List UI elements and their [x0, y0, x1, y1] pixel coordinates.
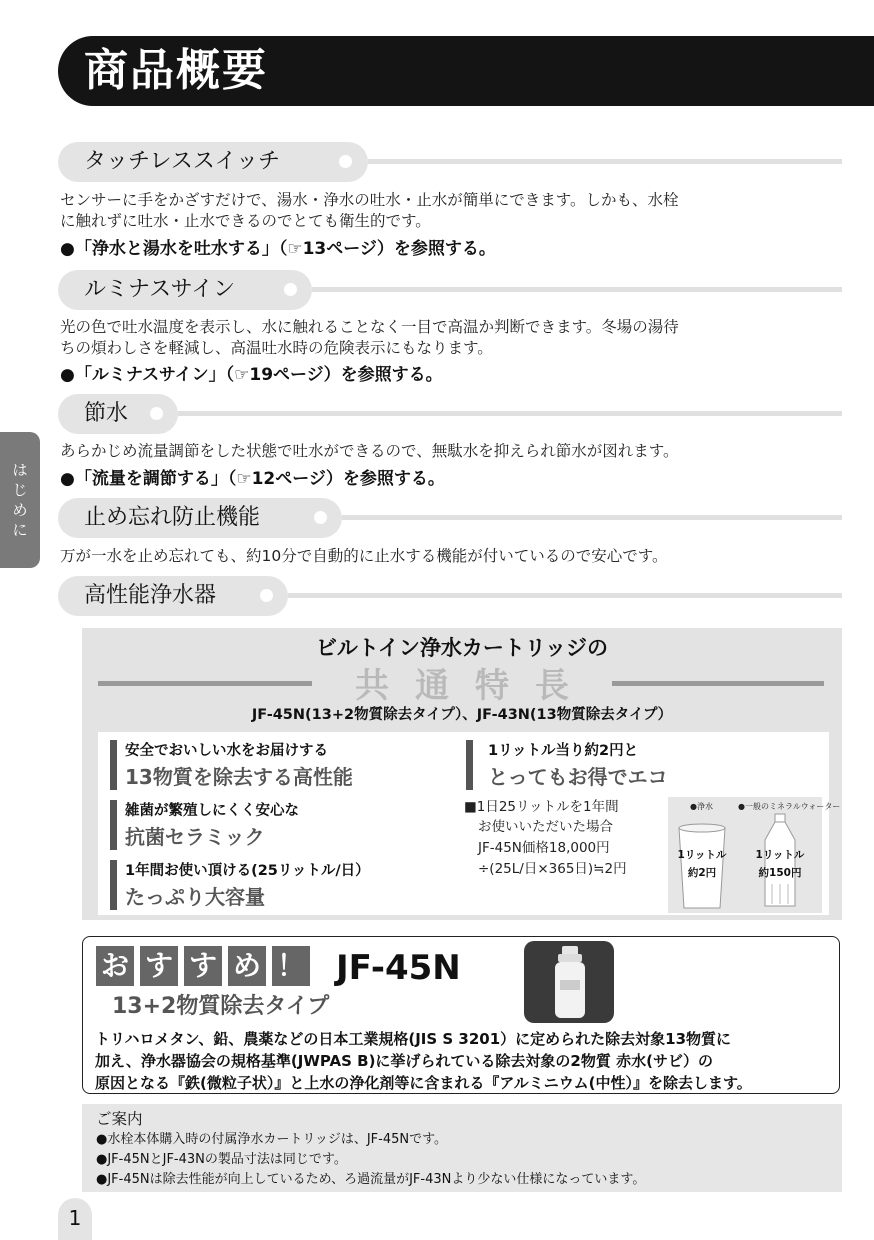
- heading-dot-icon: [284, 283, 297, 296]
- feature-small: 雑菌が繁殖しにくく安心な: [125, 803, 299, 819]
- recommend-char: す: [140, 946, 178, 986]
- section-body-line: あらかじめ流量調節をした状態で吐水ができるので、無駄水を抑えられ節水が図れます。: [60, 442, 679, 460]
- features-models: JF-45N(13+2物質除去タイプ）、JF-43N(13物質除去タイプ）: [251, 707, 673, 723]
- feature-small: 1年間お使い頂ける(25リットル/日）: [125, 863, 370, 879]
- section-body-line: センサーに手をかざすだけで、湯水・浄水の吐水・止水が簡単にできます。しかも、水栓: [60, 191, 679, 209]
- recommend-body-line: 加え、浄水器協会の規格基準(JWPAS B)に挙げられている除去対象の2物質 赤水(サビ）の: [95, 1052, 713, 1070]
- section-heading-label: 高性能浄水器: [84, 583, 217, 608]
- heading-dot-icon: [260, 589, 273, 602]
- feature-marker: [110, 860, 117, 910]
- compare-volume: 1リットル: [677, 849, 727, 861]
- recommend-char: め: [228, 946, 266, 986]
- heading-rule: [178, 411, 842, 416]
- feature-small: 1リットル当り約2円と: [488, 743, 639, 759]
- section-body-line: に触れずに吐水・止水できるのでとても衛生的です。: [60, 212, 431, 230]
- side-tab-label: は じ め に: [12, 461, 28, 539]
- heading-dot-icon: [150, 407, 163, 420]
- recommend-char: お: [96, 946, 134, 986]
- recommend-model: JF-45N: [336, 948, 461, 988]
- features-title: ビルトイン浄水カートリッジの: [315, 636, 609, 660]
- heading-dot-icon: [339, 155, 352, 168]
- recommend-char: す: [184, 946, 222, 986]
- recommend-char: ！: [272, 946, 310, 986]
- section-heading-label: 止め忘れ防止機能: [84, 505, 261, 530]
- notice-item: ●JF-45Nは除去性能が向上しているため、ろ過流量がJF-43Nより少ない仕様になっています。: [96, 1172, 646, 1187]
- cost-line: ÷(25L/日×365日)≒2円: [478, 861, 627, 877]
- page-reference-link[interactable]: ●「流量を調節する」（☞12ページ）を参照する。: [60, 469, 445, 489]
- recommend-body-line: 原因となる『鉄(微粒子状）』と上水の浄化剤等に含まれる『アルミニウム(中性）』を除去します。: [95, 1074, 752, 1092]
- feature-small: 安全でおいしい水をお届けする: [125, 743, 328, 759]
- notice-item: ●水栓本体購入時の付属浄水カートリッジは、JF-45Nです。: [96, 1132, 448, 1147]
- section-heading-label: タッチレススイッチ: [84, 149, 281, 174]
- heading-rule: [342, 515, 842, 520]
- feature-marker: [110, 740, 117, 790]
- section-body-line: 万が一水を止め忘れても、約10分で自動的に止水する機能が付いているので安心です。: [60, 547, 668, 565]
- heading-rule: [288, 593, 842, 598]
- notice-title: ご案内: [96, 1110, 143, 1128]
- cartridge-icon: [550, 944, 590, 1022]
- features-heading: 共通特長: [355, 666, 595, 706]
- section-body-line: ちの煩わしさを軽減し、高温吐水時の危険表示にもなります。: [60, 339, 493, 357]
- compare-price: 約150円: [758, 867, 802, 879]
- section-heading-label: ルミナスサイン: [84, 277, 236, 302]
- notice-item: ●JF-45NとJF-43Nの製品寸法は同じです。: [96, 1152, 347, 1167]
- cost-line: お使いいただいた場合: [478, 819, 613, 835]
- page-reference-link[interactable]: ●「浄水と湯水を吐水する」（☞13ページ）を参照する。: [60, 239, 496, 259]
- feature-large: とってもお得でエコ: [488, 765, 668, 789]
- feature-large: たっぷり大容量: [125, 885, 265, 909]
- heading-dot-icon: [314, 511, 327, 524]
- page-title: 商品概要: [84, 45, 268, 96]
- section-heading-label: 節水: [84, 401, 129, 426]
- feature-marker: [110, 800, 117, 850]
- recommend-subtitle: 13+2物質除去タイプ: [112, 994, 330, 1019]
- cost-line: JF-45N価格18,000円: [478, 840, 610, 856]
- compare-label-mineral: ●一般のミネラルウォーター: [738, 802, 841, 811]
- heading-rule: [368, 159, 842, 164]
- compare-volume: 1リットル: [755, 849, 805, 861]
- heading-rule: [312, 287, 842, 292]
- compare-label-filtered: ●浄水: [690, 802, 713, 811]
- feature-marker: [466, 740, 473, 790]
- feature-large: 抗菌セラミック: [125, 825, 265, 849]
- page-reference-link[interactable]: ●「ルミナスサイン」（☞19ページ）を参照する。: [60, 365, 443, 385]
- page-number: 1: [58, 1198, 92, 1240]
- cost-line: ■1日25リットルを1年間: [464, 799, 619, 815]
- feature-large: 13物質を除去する高性能: [125, 765, 353, 789]
- recommend-body-line: トリハロメタン、鉛、農薬などの日本工業規格(JIS S 3201）に定められた除去対象13物質に: [95, 1030, 732, 1048]
- compare-price: 約2円: [687, 867, 717, 879]
- section-body-line: 光の色で吐水温度を表示し、水に触れることなく一目で高温か判断できます。冬場の湯待: [60, 318, 679, 336]
